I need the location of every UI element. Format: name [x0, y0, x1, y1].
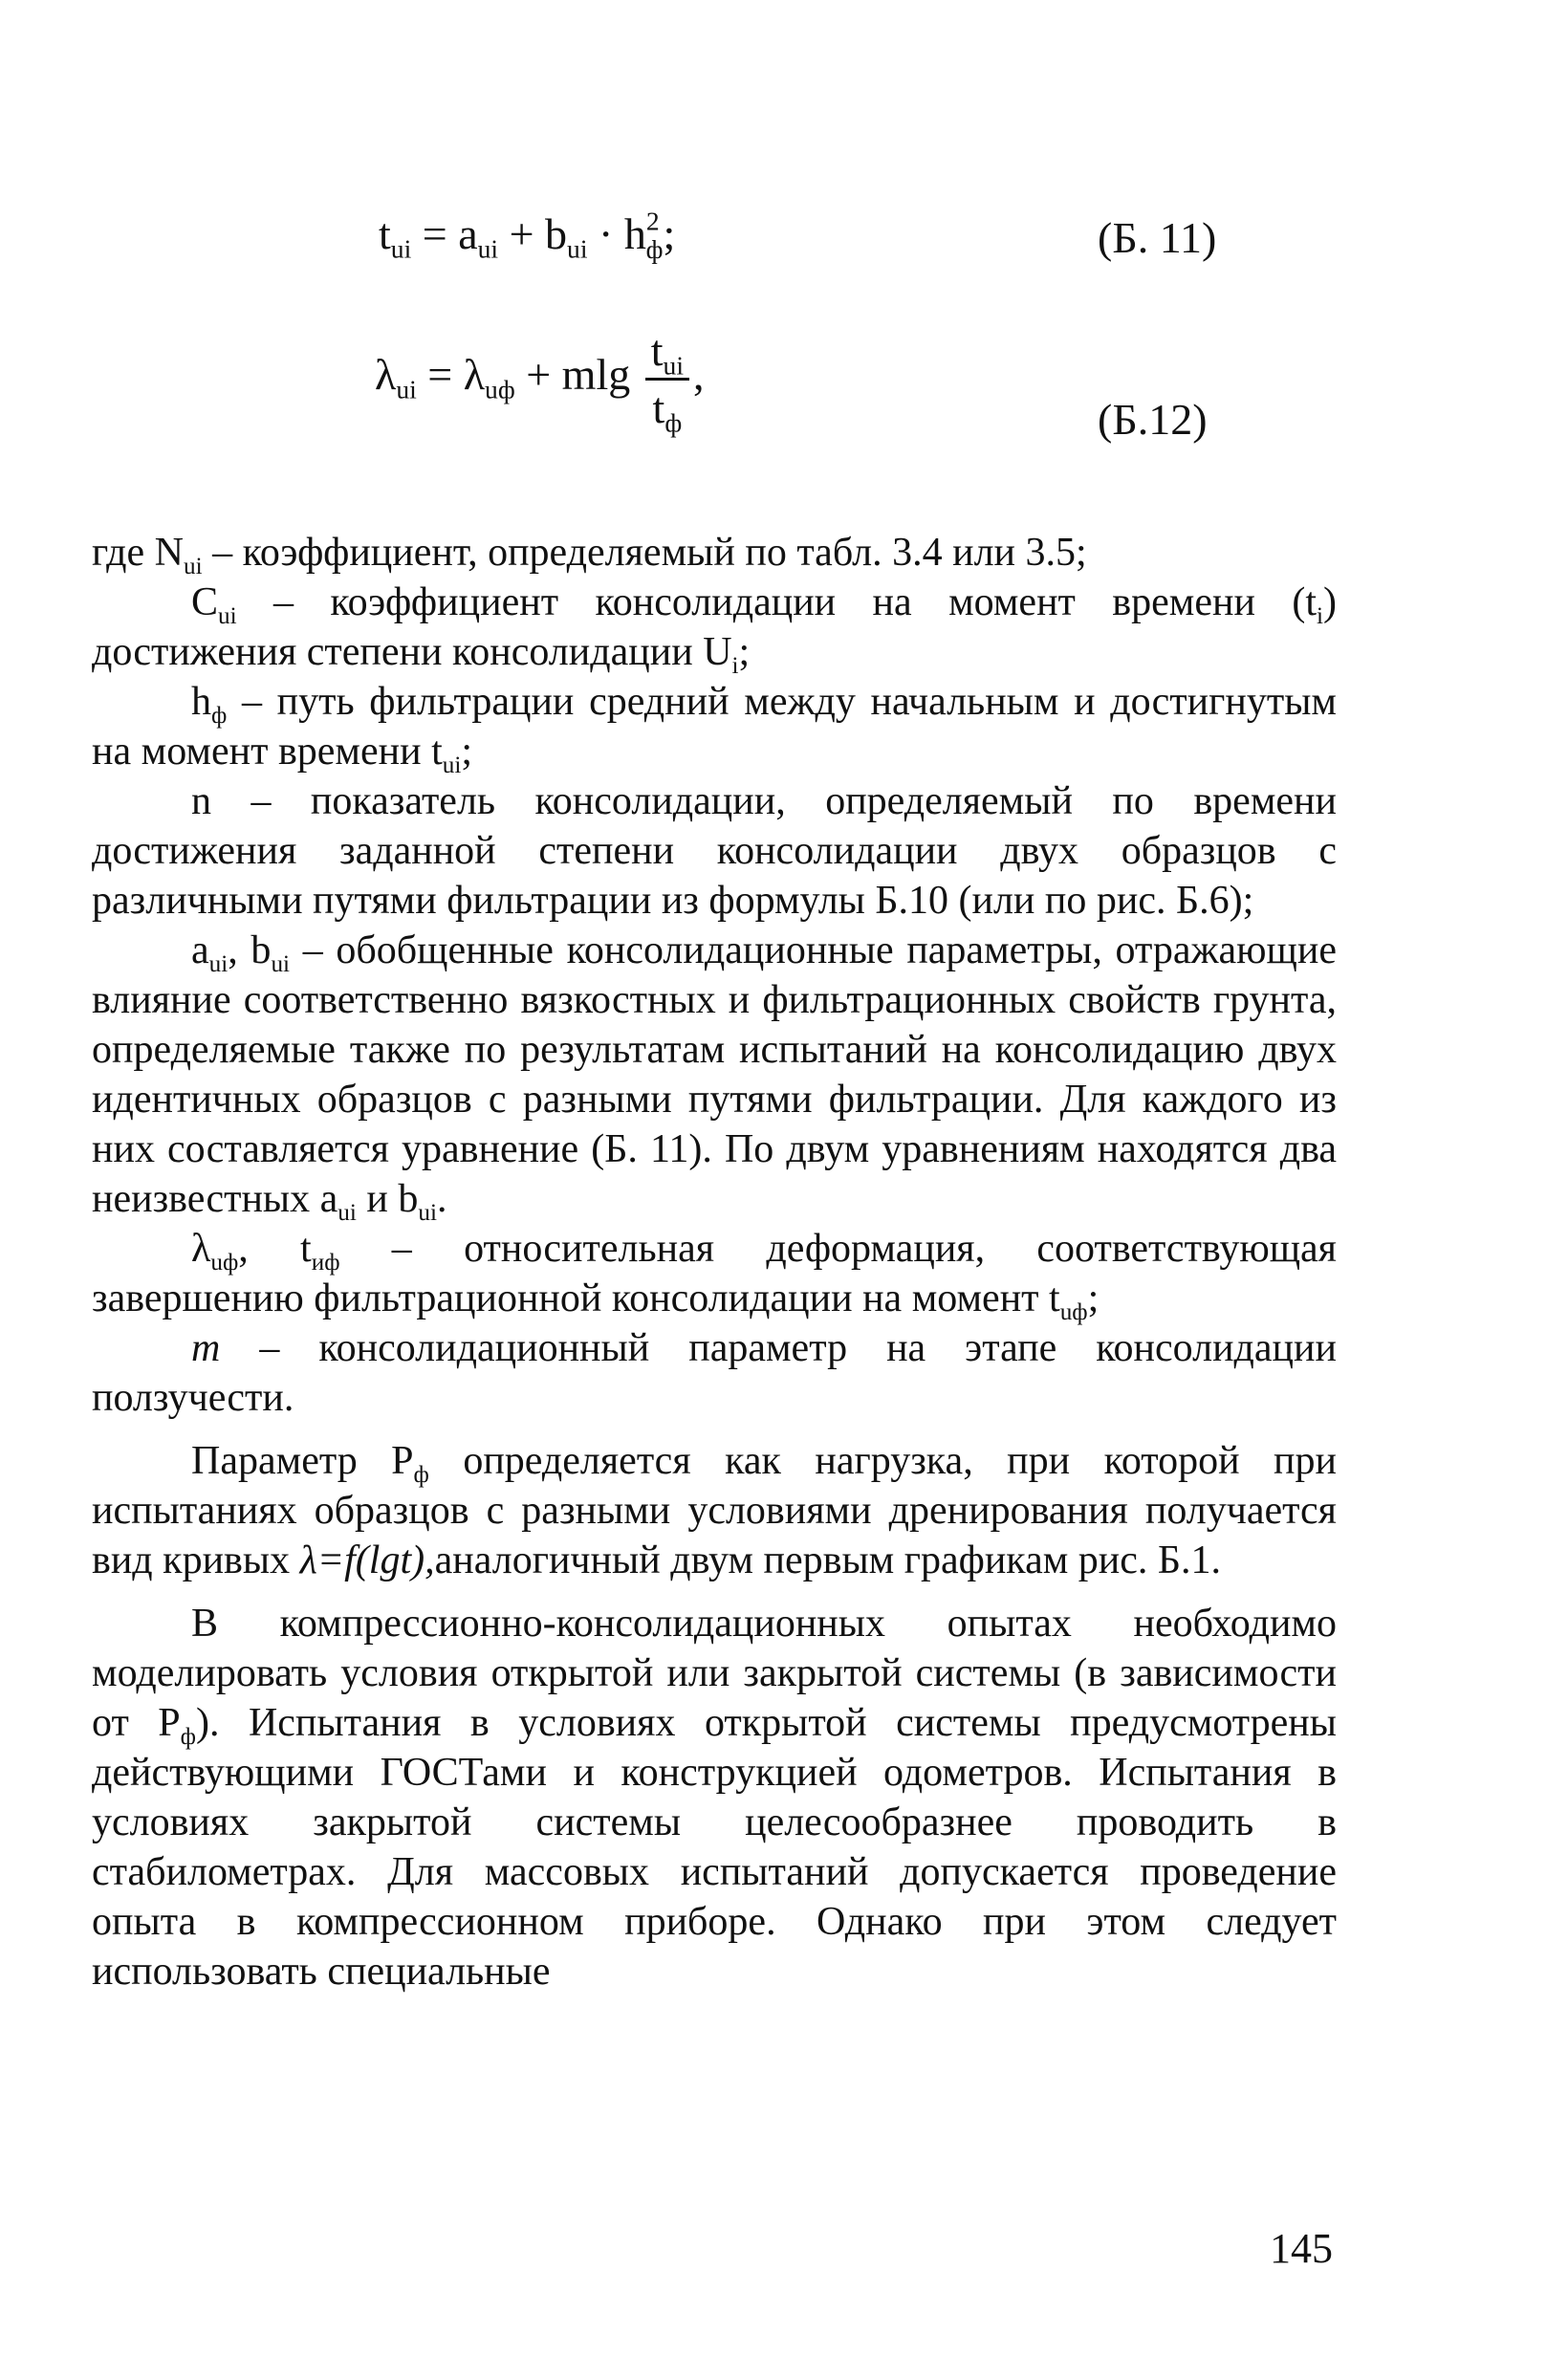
definition-c: $C_{ui}$ – коэффициент консолидации на момент времени $(t_i)$ достижения степени консолидации $U_i$;: [92, 580, 1337, 679]
page-number: 145: [1270, 2225, 1333, 2272]
paragraph-compression-tests: В компрессионно-консолидационных опытах необходимо моделировать условия открытой или закрытой системы (в зависимости от $P_ф$). Испытания в условиях открытой системы предусмотрены действующими ГОСТами и конструкцией одометров. Испытания в условиях закрытой системы целесообразнее проводить в стабилометрах. Для массовых испытаний допускается проведение опыта в компрессионном приборе. Однако при этом следует использовать специальные: [92, 1602, 1337, 1994]
formula-b11: $t_{ui} = a_{ui} + b_{ui} \cdot h^2_ф$;: [379, 206, 676, 264]
body-text: [92, 528, 1337, 1996]
definition-a-b: $a_{ui}$, $b_{ui}$ – обобщенные консолидационные параметры, отражающие влияние соответственно вязкостных и фильтрационных свойств грунта, определяемые также по результатам испытаний на консолидацию двух идентичных образцов с разными путями фильтрации. Для каждого из них составляется уравнение (Б. 11). По двум уравнениям находятся два неизвестных $a_{ui}$ и $b_{ui}$.: [92, 928, 1338, 1226]
equation-number-b11: (Б. 11): [1098, 213, 1217, 262]
definition-m: m – консолидационный параметр на этапе консолидации ползучести.: [92, 1326, 1337, 1420]
paragraph-parameter-p: Параметр $P_ф$ определяется как нагрузка, при которой при испытаниях образцов с разными условиями дренирования получается вид кривых λ=f(lgt),аналогичный двум первым графикам рис. Б.1.: [92, 1439, 1337, 1582]
definition-n: где $N_{ui}$ – коэффициент, определяемый по табл. 3.4 или 3.5;: [92, 531, 1087, 579]
formula-b12: $\lambda_{ui} = \lambda_{uф} + mlg$ $\frac{t_{ui}}{t_ф}$ ,: [375, 326, 705, 438]
fraction: $\frac{t_{ui}}{t_ф}$: [645, 325, 689, 433]
equation-number-b12: (Б.12): [1098, 395, 1208, 444]
definition-h: $h_ф$ – путь фильтрации средний между начальным и достигнутым на момент времени $t_{ui}$;: [92, 680, 1337, 778]
definition-n-index: n – показатель консолидации, определяемый по времени достижения заданной степени консолидации двух образцов с различными путями фильтрации из формулы Б.10 (или по рис. Б.6);: [92, 779, 1337, 923]
definition-lambda: $\lambda_{uф}$, $t_{иф}$ – относительная деформация, соответствующая завершению фильтрационной консолидации на момент $t_{uф}$;: [92, 1227, 1337, 1325]
